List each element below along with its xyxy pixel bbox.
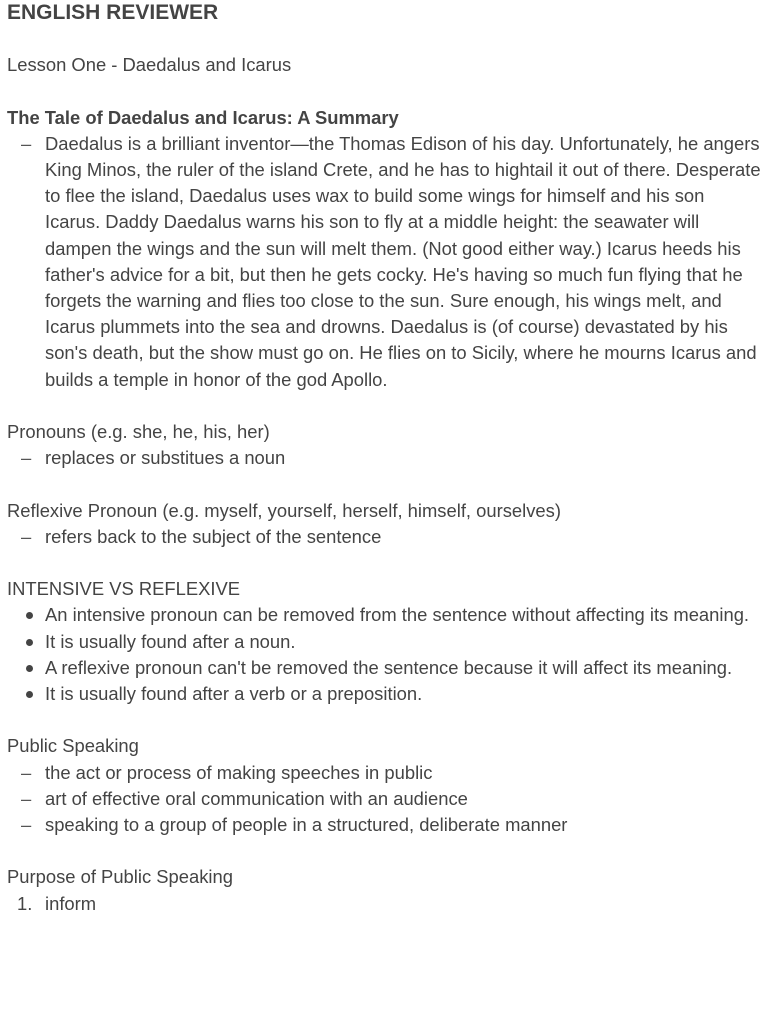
list-item (7, 891, 762, 917)
pronouns-list (7, 445, 762, 471)
list-item: – refers back to the subject of the sentence (7, 524, 762, 550)
summary-list (7, 131, 762, 393)
public-speaking-heading: Public Speaking (7, 735, 139, 757)
list-item: It is usually found after a verb or a preposition. (7, 681, 762, 707)
document-title: ENGLISH REVIEWER (7, 1, 219, 24)
list-text: inform (45, 892, 97, 914)
lesson-title: Lesson One - Daedalus and Icarus (7, 54, 292, 76)
reflexive-list (7, 524, 762, 550)
list-item: A reflexive pronoun can't be removed the sentence because it will affect its meaning. (7, 655, 762, 681)
list-number: 1. (17, 892, 33, 914)
list-item: – replaces or substitues a noun (7, 445, 762, 471)
list-item: It is usually found after a noun. (7, 629, 762, 655)
intensive-heading: INTENSIVE VS REFLEXIVE (7, 578, 241, 600)
public-speaking-list (7, 760, 762, 839)
pronouns-heading: Pronouns (e.g. she, he, his, her) (7, 421, 270, 442)
list-item: – the act or process of making speeches in public (7, 760, 762, 786)
summary-heading: The Tale of Daedalus and Icarus: A Summary (7, 106, 399, 128)
list-item: An intensive pronoun can be removed from the sentence without affecting its meaning. (7, 602, 762, 628)
list-item: – Daedalus is a brilliant inventor—the Thomas Edison of his day. Unfortunately, he angers King Minos, the ruler of the island Crete, and he has to hightail it out of there. Desperate to flee the island, Daedalus uses wax to build some wings for himself and his son Icarus. Daddy Daedalus warns his son to fly at a middle height: the seawater will dampen the wings and the sun will melt them. (Not good either way.) Icarus heeds his father's advice for a bit, but then he gets cocky. He's having so much fun flying that he forgets the warning and flies too close to the sun. Sure enough, his wings melt, and Icarus plummets into the sea and drowns. Daedalus is (of course) devastated by his son's death, but the show must go on. He flies on to Sicily, where he mourns Icarus and builds a temple in honor of the god Apollo. (7, 131, 762, 393)
purpose-heading: Purpose of Public Speaking (7, 866, 233, 888)
list-item: – art of effective oral communication with an audience (7, 786, 762, 812)
reflexive-heading: Reflexive Pronoun (e.g. myself, yourself, herself, himself, ourselves) (7, 499, 561, 521)
purpose-list (7, 891, 762, 917)
intensive-list (7, 602, 762, 707)
list-item: – speaking to a group of people in a structured, deliberate manner (7, 812, 762, 838)
